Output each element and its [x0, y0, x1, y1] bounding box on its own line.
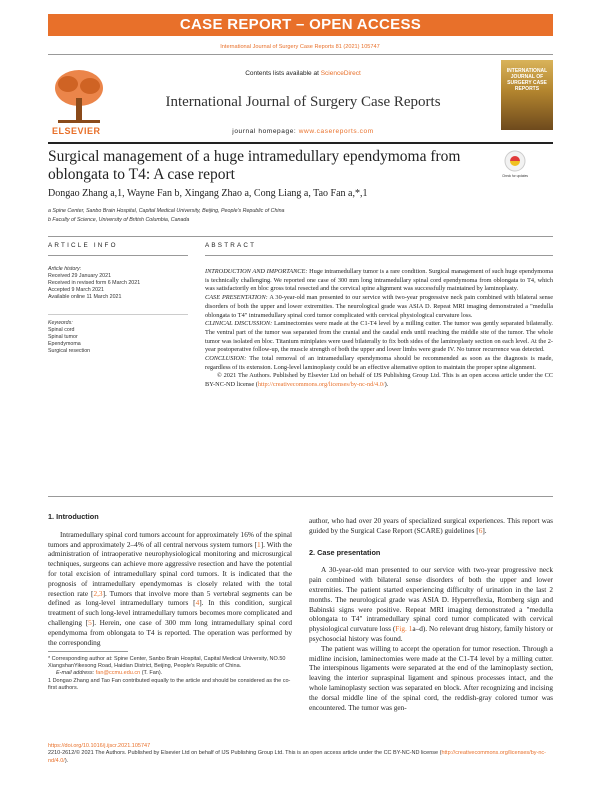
journal-homepage [123, 128, 483, 135]
citation-link[interactable]: International Journal of Surgery Case Reports 81 (2021) 105747 [220, 44, 380, 50]
abstract-case-label: CASE PRESENTATION: [205, 294, 268, 302]
abstract-heading: ABSTRACT [205, 242, 257, 249]
elsevier-tree-logo [48, 64, 110, 130]
introduction-paragraph [48, 530, 292, 648]
keywords [48, 320, 198, 355]
abstract-case: A 30-year-old man presented to our service with two-year progressive neck pain combined with bilateral sense disorders of both the upper and lower extremities. The neurological grade was ASIA D. Repeat MRI imaging demonstrated a "medulla oblongata to T4" intramedullary spinal cord tumor complicated with cervical physiological curvature loss. [205, 294, 553, 319]
author-list: Dongao Zhang a,1, Wayne Fan b, Xingang Zhao a, Cong Liang a, Tao Fan a,*,1 [48, 188, 368, 199]
ref-link[interactable]: 2,3 [93, 588, 103, 598]
footer-license [48, 750, 553, 765]
info-top-rule [48, 236, 553, 237]
abstract-conclusion: The total removal of an intramedullary ependymoma should be recommended as soon as the diagnosis is made, regardless of its extension. Long-level laminoplasty could be an effective alternative option to maintain the proper spine alignment. [205, 355, 553, 371]
intro-text: ]. Tumors that involve more than 5 vertebral segments can be defined as long-level intramedullary tumors [ [48, 588, 292, 608]
keywords-label: Keywords: [48, 320, 73, 326]
case-paragraph-2: The patient was willing to accept the operation for tumor resection. Through a midline incision, laminectomies were made at the C1-T4 level by a milling cutter. The interspinous ligaments were separated at the end of the laminoplasty section, leaving the interior supraspinal ligament and spinous processes intact, and the whole laminoplasty section was separated en block. After recognizing and incising the dorsal middle line of the spinal cord, the reddish-gray colored tumor was encountered. The tumor was gen- [309, 643, 553, 712]
cover-title: INTERNATIONAL JOURNAL OF SURGERY CASE REPORTS [506, 68, 548, 92]
check-updates-label: Check for updates [502, 174, 528, 178]
homepage-link[interactable]: www.casereports.com [298, 128, 374, 135]
check-for-updates-icon[interactable] [504, 150, 526, 184]
abstract-bottom-rule [48, 496, 553, 497]
keyword: Spinal tumor [48, 334, 78, 340]
abstract-license-link[interactable]: http://creativecommons.org/licenses/by-nc-nd/4.0/ [257, 381, 385, 389]
article-info-heading: ARTICLE INFO [48, 242, 118, 249]
keyword: Ependymoma [48, 341, 81, 347]
abstract-clinical: Laminectomies were made at the C1-T4 level by a milling cutter. The tumor was gently separated bilaterally. The ventral part of the tumor was separated from the cranial and the caudal ends until reaching the middle site of the tumor. The whole tumor was isolated en bloc. Titanium miniplates were used bilaterally to fix both sides of the laminoplasty section on each level. At the 2-year postoperative follow-up, the muscle strength of both the upper and lower limbs were grade IV. No tumor recurrence was detected. [205, 320, 553, 354]
history-online: Available online 11 March 2021 [48, 294, 122, 300]
email-label: E-mail address: [56, 670, 96, 677]
history-revised: Received in revised form 6 March 2021 [48, 280, 141, 286]
journal-title: International Journal of Surgery Case Reports [165, 94, 441, 110]
abstract-clinical-label: CLINICAL DISCUSSION: [205, 320, 273, 328]
doi-link[interactable]: https://doi.org/10.1016/j.ijscr.2021.105747 [48, 743, 151, 749]
abstract-rule [205, 255, 553, 256]
header-bottom-rule [48, 142, 553, 144]
contents-line [123, 70, 483, 77]
right-column [309, 516, 553, 712]
history-received: Received 29 January 2021 [48, 273, 112, 279]
intro-text: Intramedullary spinal cord tumors account for approximately 16% of the spinal tumors and approximately 2–4% of all central nervous system tumors [ [48, 529, 292, 549]
footer-text: ). [64, 757, 69, 764]
right-text: ]. [482, 525, 487, 535]
right-text: A 30-year-old man presented to our service with two-year progressive neck pain combined with bilateral sense disorders of both the upper and lower extremities. The patient started experiencing difficulty of urination in the last 2 months. The neurological grade was ASIA D. Hyperreflexia, Romberg sign and Babinski signs were positive. Repeat MRI imaging demonstrated a "medulla oblongata to T4" intramedullary spinal cord tumor complicated with cervical physiological curvature loss ( [309, 565, 553, 634]
ref-link[interactable]: 5 [88, 617, 92, 627]
journal-cover-image [501, 60, 553, 130]
sciencedirect-link[interactable]: ScienceDirect [320, 70, 361, 77]
page-footer [48, 743, 553, 765]
affiliation-a: a Spine Center, Sanbo Brain Hospital, Capital Medical University, Beijing, People's Republic of China [48, 208, 285, 214]
equal-contribution-footnote: 1 Dongao Zhang and Tao Fan contributed equally to the article and should be considered as the co-first authors. [48, 677, 291, 691]
email-suffix: (T. Fan). [140, 670, 163, 677]
abstract-copyright-end: ). [384, 381, 389, 389]
footnote-rule [48, 651, 128, 652]
article-history [48, 266, 198, 301]
history-label: Article history: [48, 266, 82, 272]
email-footnote [48, 670, 292, 677]
figure-link[interactable]: Fig. 1 [395, 624, 413, 634]
ref-link[interactable]: 4 [195, 598, 200, 608]
affiliation-b: b Faculty of Science, University of British Columbia, Canada [48, 217, 190, 223]
contents-prefix: Contents lists available at [245, 70, 321, 77]
case-report-banner: CASE REPORT – OPEN ACCESS [48, 14, 553, 36]
journal-header [48, 56, 553, 144]
keyword: Spinal cord [48, 327, 75, 333]
left-column [48, 512, 292, 647]
right-text: a–d). No relevant drug history, family history or psychosocial history was found. [309, 624, 554, 643]
abstract-body [205, 268, 553, 390]
article-title: Surgical management of a huge intramedullary ependymoma from oblongata to T4: A case report [48, 148, 461, 183]
intro-text: ]. In this condition, surgical treatment of such long-level intramedullary tumors becomes more complicated and challenging [ [48, 598, 292, 627]
footnotes [48, 656, 292, 692]
header-top-rule [48, 54, 553, 55]
publisher-name: ELSEVIER [52, 126, 101, 136]
corresponding-footnote: * Corresponding author at: Spine Center, Sanbo Brain Hospital, Capital Medical University, NO.50 XiangshanYikesong Road, Haidian District, Beijing, People's Republic of China. [48, 656, 286, 670]
email-link[interactable]: fan@ccmu.edu.cn [95, 670, 141, 677]
intro-text: ]. With the administration of intraoperative neurophysiological monitoring and microsurgical techniques, surgeons can achieve more aggressive resection and have the potential for total excision of intramedullary spinal cord tumors. It is indicated that the prognosis of intramedullary ependymomas is closely related with the total resection rate [ [48, 539, 292, 598]
case-presentation-heading: 2. Case presentation [309, 547, 381, 557]
right-continuation [309, 516, 553, 536]
abstract-copyright: © 2021 The Authors. Published by Elsevier Ltd on behalf of IJS Publishing Group Ltd. This is an open access article under the CC BY-NC-ND license ( [205, 372, 553, 389]
introduction-heading: 1. Introduction [48, 512, 99, 521]
footer-license-link[interactable]: http://creativecommons.org/licenses/by-nc-nd/4.0/ [48, 750, 546, 764]
keyword: Surgical resection [48, 348, 91, 354]
abstract-conclusion-label: CONCLUSION: [205, 355, 247, 363]
homepage-prefix: journal homepage: [232, 128, 299, 135]
intro-text: ]. Herein, one case of 300 mm long intramedullary spinal cord ependymoma from oblongata to T4 is reported. The operation was performed by the corresponding [48, 617, 292, 647]
info-rule [48, 255, 188, 256]
abstract-intro-label: INTRODUCTION AND IMPORTANCE: [205, 268, 308, 275]
history-accepted: Accepted 9 March 2021 [48, 287, 104, 293]
abstract-intro: Huge intramedullary tumor is a rare condition. Surgical management of such huge ependymoma is technically challenging. We reported one case of 300 mm long intramedullary spinal cord ependymoma from oblongata to T4, which was satisfactorily en bloc gross total resected and the cervical spine alignment was successfully maintained by laminoplasty. [205, 268, 553, 293]
ref-link[interactable]: 6 [478, 525, 483, 535]
keywords-rule [48, 314, 188, 315]
case-paragraph-1 [309, 565, 553, 643]
right-text: author, who had over 20 years of specialized surgical experiences. This report was guided by the Surgical Case Report (SCARE) guidelines [ [309, 516, 553, 535]
ref-link[interactable]: 1 [257, 539, 261, 549]
footer-text: 2210-2612/© 2021 The Authors. Published by Elsevier Ltd on behalf of IJS Publishing Group Ltd. This is an open access article under the CC BY-NC-ND license ( [48, 750, 442, 757]
